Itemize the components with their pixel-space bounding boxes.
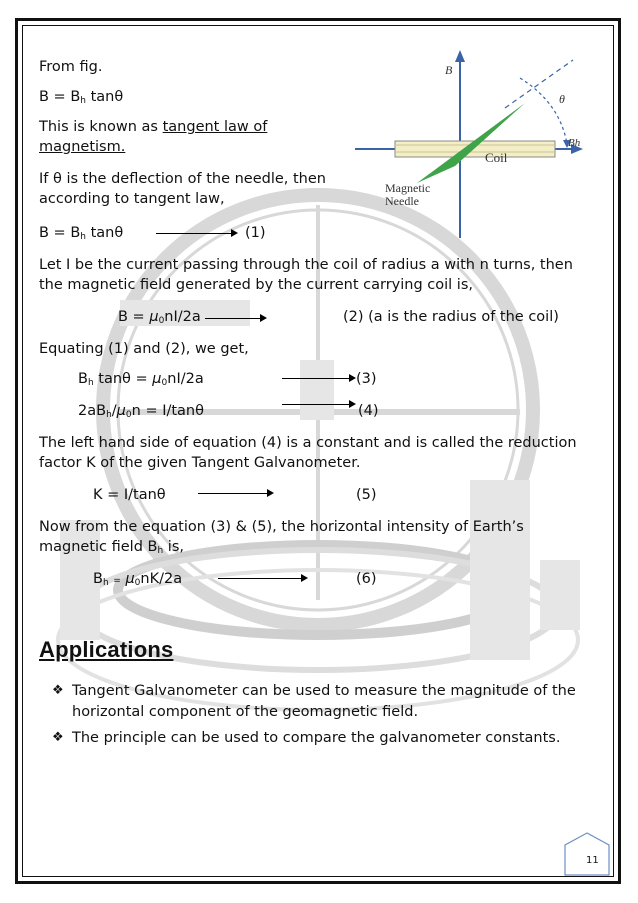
arrow-4-icon	[282, 404, 350, 405]
known-as-line: This is known as tangent law of	[39, 119, 268, 135]
theta-arc	[520, 78, 567, 144]
tangent-law-diagram	[355, 48, 595, 248]
label-coil: Coil	[485, 150, 508, 165]
equation-1-tag: (1)	[245, 225, 266, 241]
diamond-bullet-icon: ❖	[52, 683, 64, 698]
now-line-2: magnetic field $B_h$ is,	[39, 539, 184, 556]
label-theta: θ	[559, 92, 565, 106]
arrow-2-icon	[205, 318, 261, 319]
equation-2-tag: (2) (a is the radius of the coil)	[343, 309, 559, 325]
let-line-2: the magnetic field generated by the current carrying coil is,	[39, 277, 473, 293]
let-line-1: Let I be the current passing through the coil of radius a with n turns, then	[39, 257, 573, 273]
arrow-3-icon	[282, 378, 350, 379]
lhs-line-1: The left hand side of equation (4) is a constant and is called the reduction	[39, 435, 577, 451]
equation-5-tag: (5)	[356, 487, 377, 503]
arrow-6-icon	[218, 578, 302, 579]
diamond-bullet-icon: ❖	[52, 730, 64, 745]
applications-heading: Applications	[39, 637, 174, 662]
equation-1: $B = B_h$ tanθ	[39, 225, 124, 242]
bullet-2: The principle can be used to compare the galvanometer constants.	[72, 730, 561, 746]
equation-3-tag: (3)	[356, 371, 377, 387]
arrow-5-icon	[198, 493, 268, 494]
equation-3: $B_h$ $\tan\theta = \mu_0nI/2a$	[78, 371, 204, 388]
equation-b-bh: $B = B_h$ tanθ	[39, 89, 124, 106]
bullet-1-line-1: Tangent Galvanometer can be used to measure the magnitude of the	[72, 683, 576, 699]
label-b: B	[445, 63, 453, 77]
arrow-1-icon	[156, 233, 232, 234]
equation-4-tag: (4)	[358, 403, 379, 419]
page-number-box	[564, 832, 610, 876]
label-needle-2: Needle	[385, 194, 419, 208]
from-fig-text: From fig.	[39, 59, 103, 75]
magnetism-phrase: magnetism.	[39, 139, 126, 155]
bullet-1-line-2: horizontal component of the geomagnetic field.	[72, 704, 419, 720]
equating-line: Equating (1) and (2), we get,	[39, 341, 249, 357]
equation-6: $B_h = \mu_0nK/2a$	[93, 571, 183, 588]
equation-4: $2aB_h/\mu_0n = I/\tan\theta$	[78, 403, 204, 420]
deflection-line-2: according to tangent law,	[39, 191, 225, 207]
now-line-1: Now from the equation (3) & (5), the horizontal intensity of Earth’s	[39, 519, 524, 535]
equation-2: $B = \mu_0nI/2a$	[118, 309, 201, 326]
equation-5: K = I/tanθ	[93, 487, 166, 503]
label-bh: Bh	[568, 137, 581, 149]
tangent-law-phrase: tangent law of	[162, 119, 268, 135]
deflection-line-1: If θ is the deflection of the needle, then	[39, 171, 326, 187]
b-axis-arrow-icon	[455, 50, 465, 62]
page-number: 11	[586, 855, 599, 866]
equation-6-tag: (6)	[356, 571, 377, 587]
label-needle-1: Magnetic	[385, 181, 431, 195]
lhs-line-2: factor K of the given Tangent Galvanometer.	[39, 455, 361, 471]
